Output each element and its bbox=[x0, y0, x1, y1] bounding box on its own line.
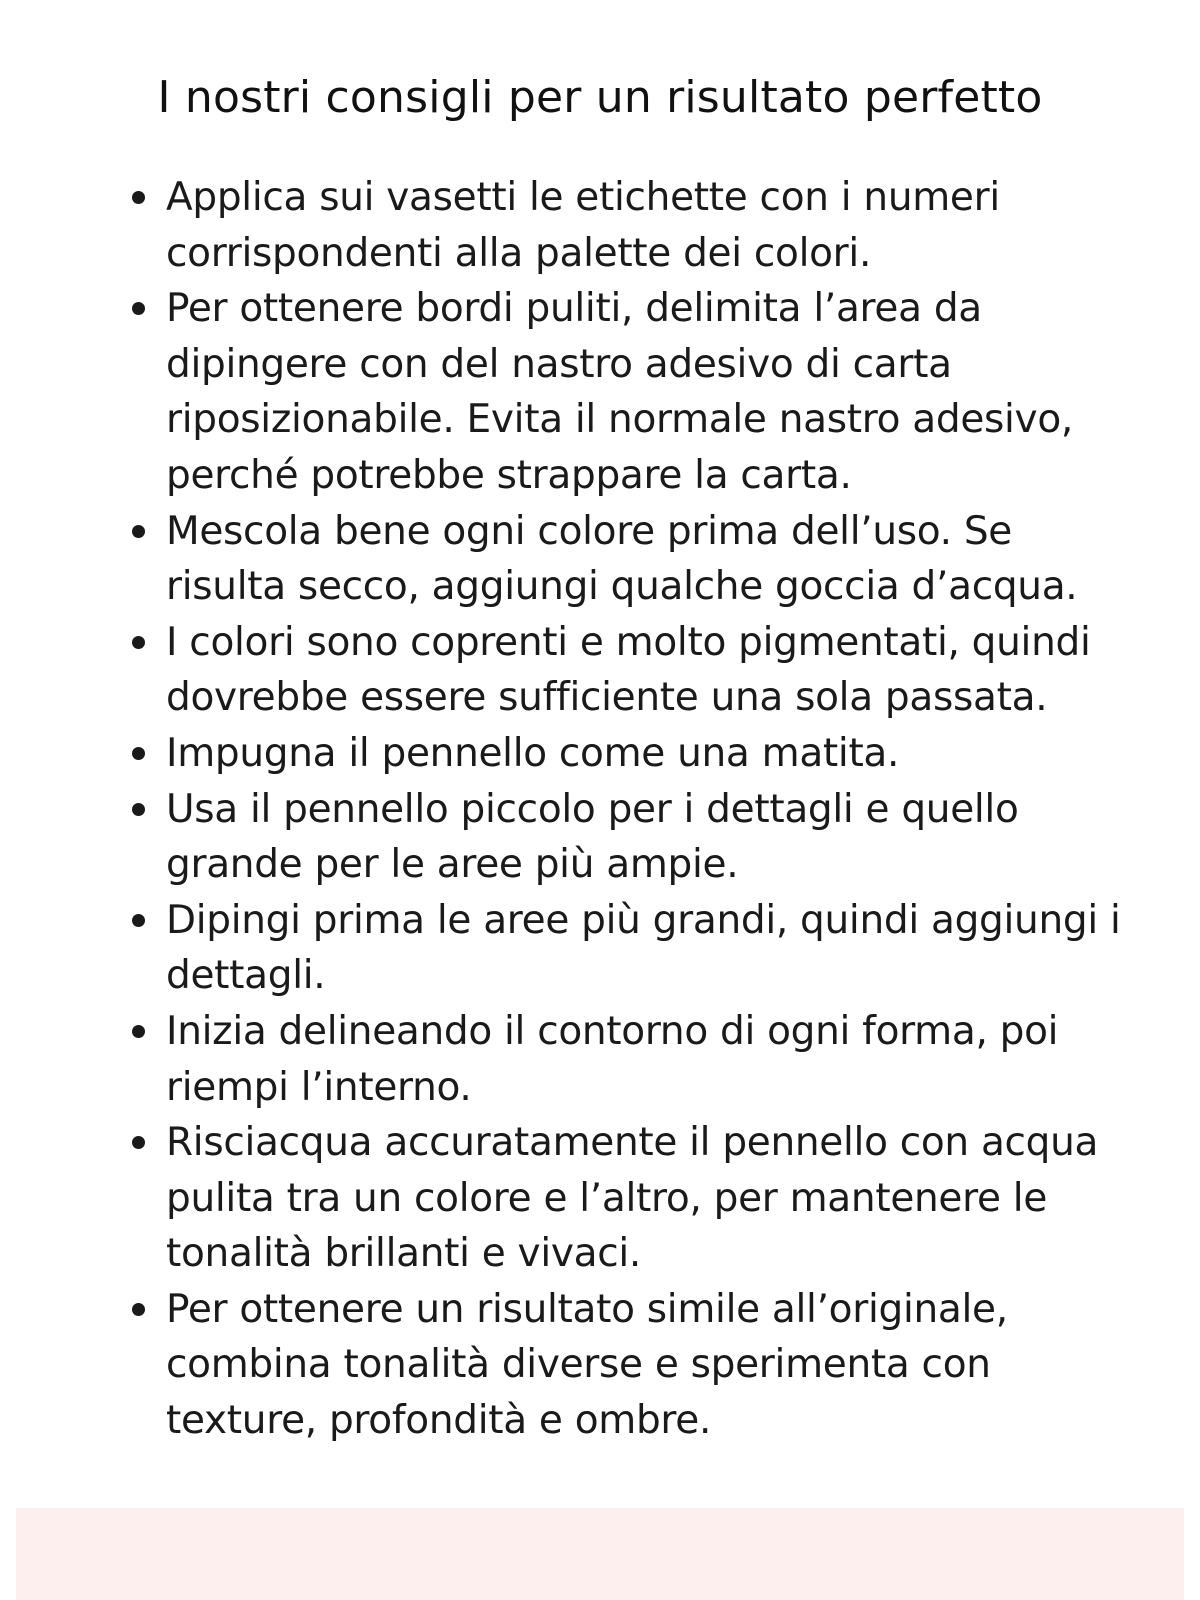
bullet-icon bbox=[132, 1025, 145, 1038]
tip-text: I colori sono coprenti e molto pigmentati, quindi dovrebbe essere sufficiente una sola passata. bbox=[166, 619, 1091, 721]
bullet-icon bbox=[132, 747, 145, 760]
tip-text: Impugna il pennello come una matita. bbox=[166, 730, 900, 776]
list-item bbox=[128, 504, 1128, 615]
tip-text: Dipingi prima le aree più grandi, quindi aggiungi i dettagli. bbox=[166, 897, 1121, 999]
list-item bbox=[128, 1004, 1128, 1115]
list-item bbox=[128, 1115, 1128, 1282]
tip-text: Per ottenere un risultato simile all’originale, combina tonalità diverse e sperimenta con texture, profondità e ombre. bbox=[166, 1286, 1008, 1444]
list-item bbox=[128, 782, 1128, 893]
list-item bbox=[128, 893, 1128, 1004]
tips-list bbox=[128, 170, 1128, 1449]
tip-text: Risciacqua accuratamente il pennello con acqua pulita tra un colore e l’altro, per mantenere le tonalità brillanti e vivaci. bbox=[166, 1120, 1099, 1277]
bullet-icon bbox=[132, 803, 145, 816]
list-item bbox=[128, 281, 1128, 503]
bullet-icon bbox=[132, 525, 145, 538]
page-title: I nostri consigli per un risultato perfetto bbox=[157, 72, 1043, 123]
list-item bbox=[128, 726, 1128, 782]
tip-text: Inizia delineando il contorno di ogni forma, poi riempi l’interno. bbox=[166, 1008, 1059, 1110]
bullet-icon bbox=[132, 191, 145, 204]
tip-text: Mescola bene ogni colore prima dell’uso. Se risulta secco, aggiungi qualche goccia d’acqua. bbox=[166, 508, 1078, 610]
bullet-icon bbox=[132, 636, 145, 649]
bottom-band bbox=[16, 1508, 1184, 1600]
list-item bbox=[128, 1282, 1128, 1449]
bullet-icon bbox=[132, 302, 145, 315]
tip-text: Applica sui vasetti le etichette con i numeri corrispondenti alla palette dei colori. bbox=[166, 175, 1000, 276]
bullet-icon bbox=[132, 1303, 145, 1316]
list-item bbox=[128, 170, 1128, 281]
tip-text: Per ottenere bordi puliti, delimita l’area da dipingere con del nastro adesivo di carta riposizionabile. Evita il normale nastro adesivo, perché potrebbe strappare la carta. bbox=[166, 286, 1073, 498]
list-item bbox=[128, 615, 1128, 726]
bullet-icon bbox=[132, 914, 145, 927]
tip-text: Usa il pennello piccolo per i dettagli e quello grande per le aree più ampie. bbox=[166, 786, 1019, 888]
bullet-icon bbox=[132, 1136, 145, 1149]
